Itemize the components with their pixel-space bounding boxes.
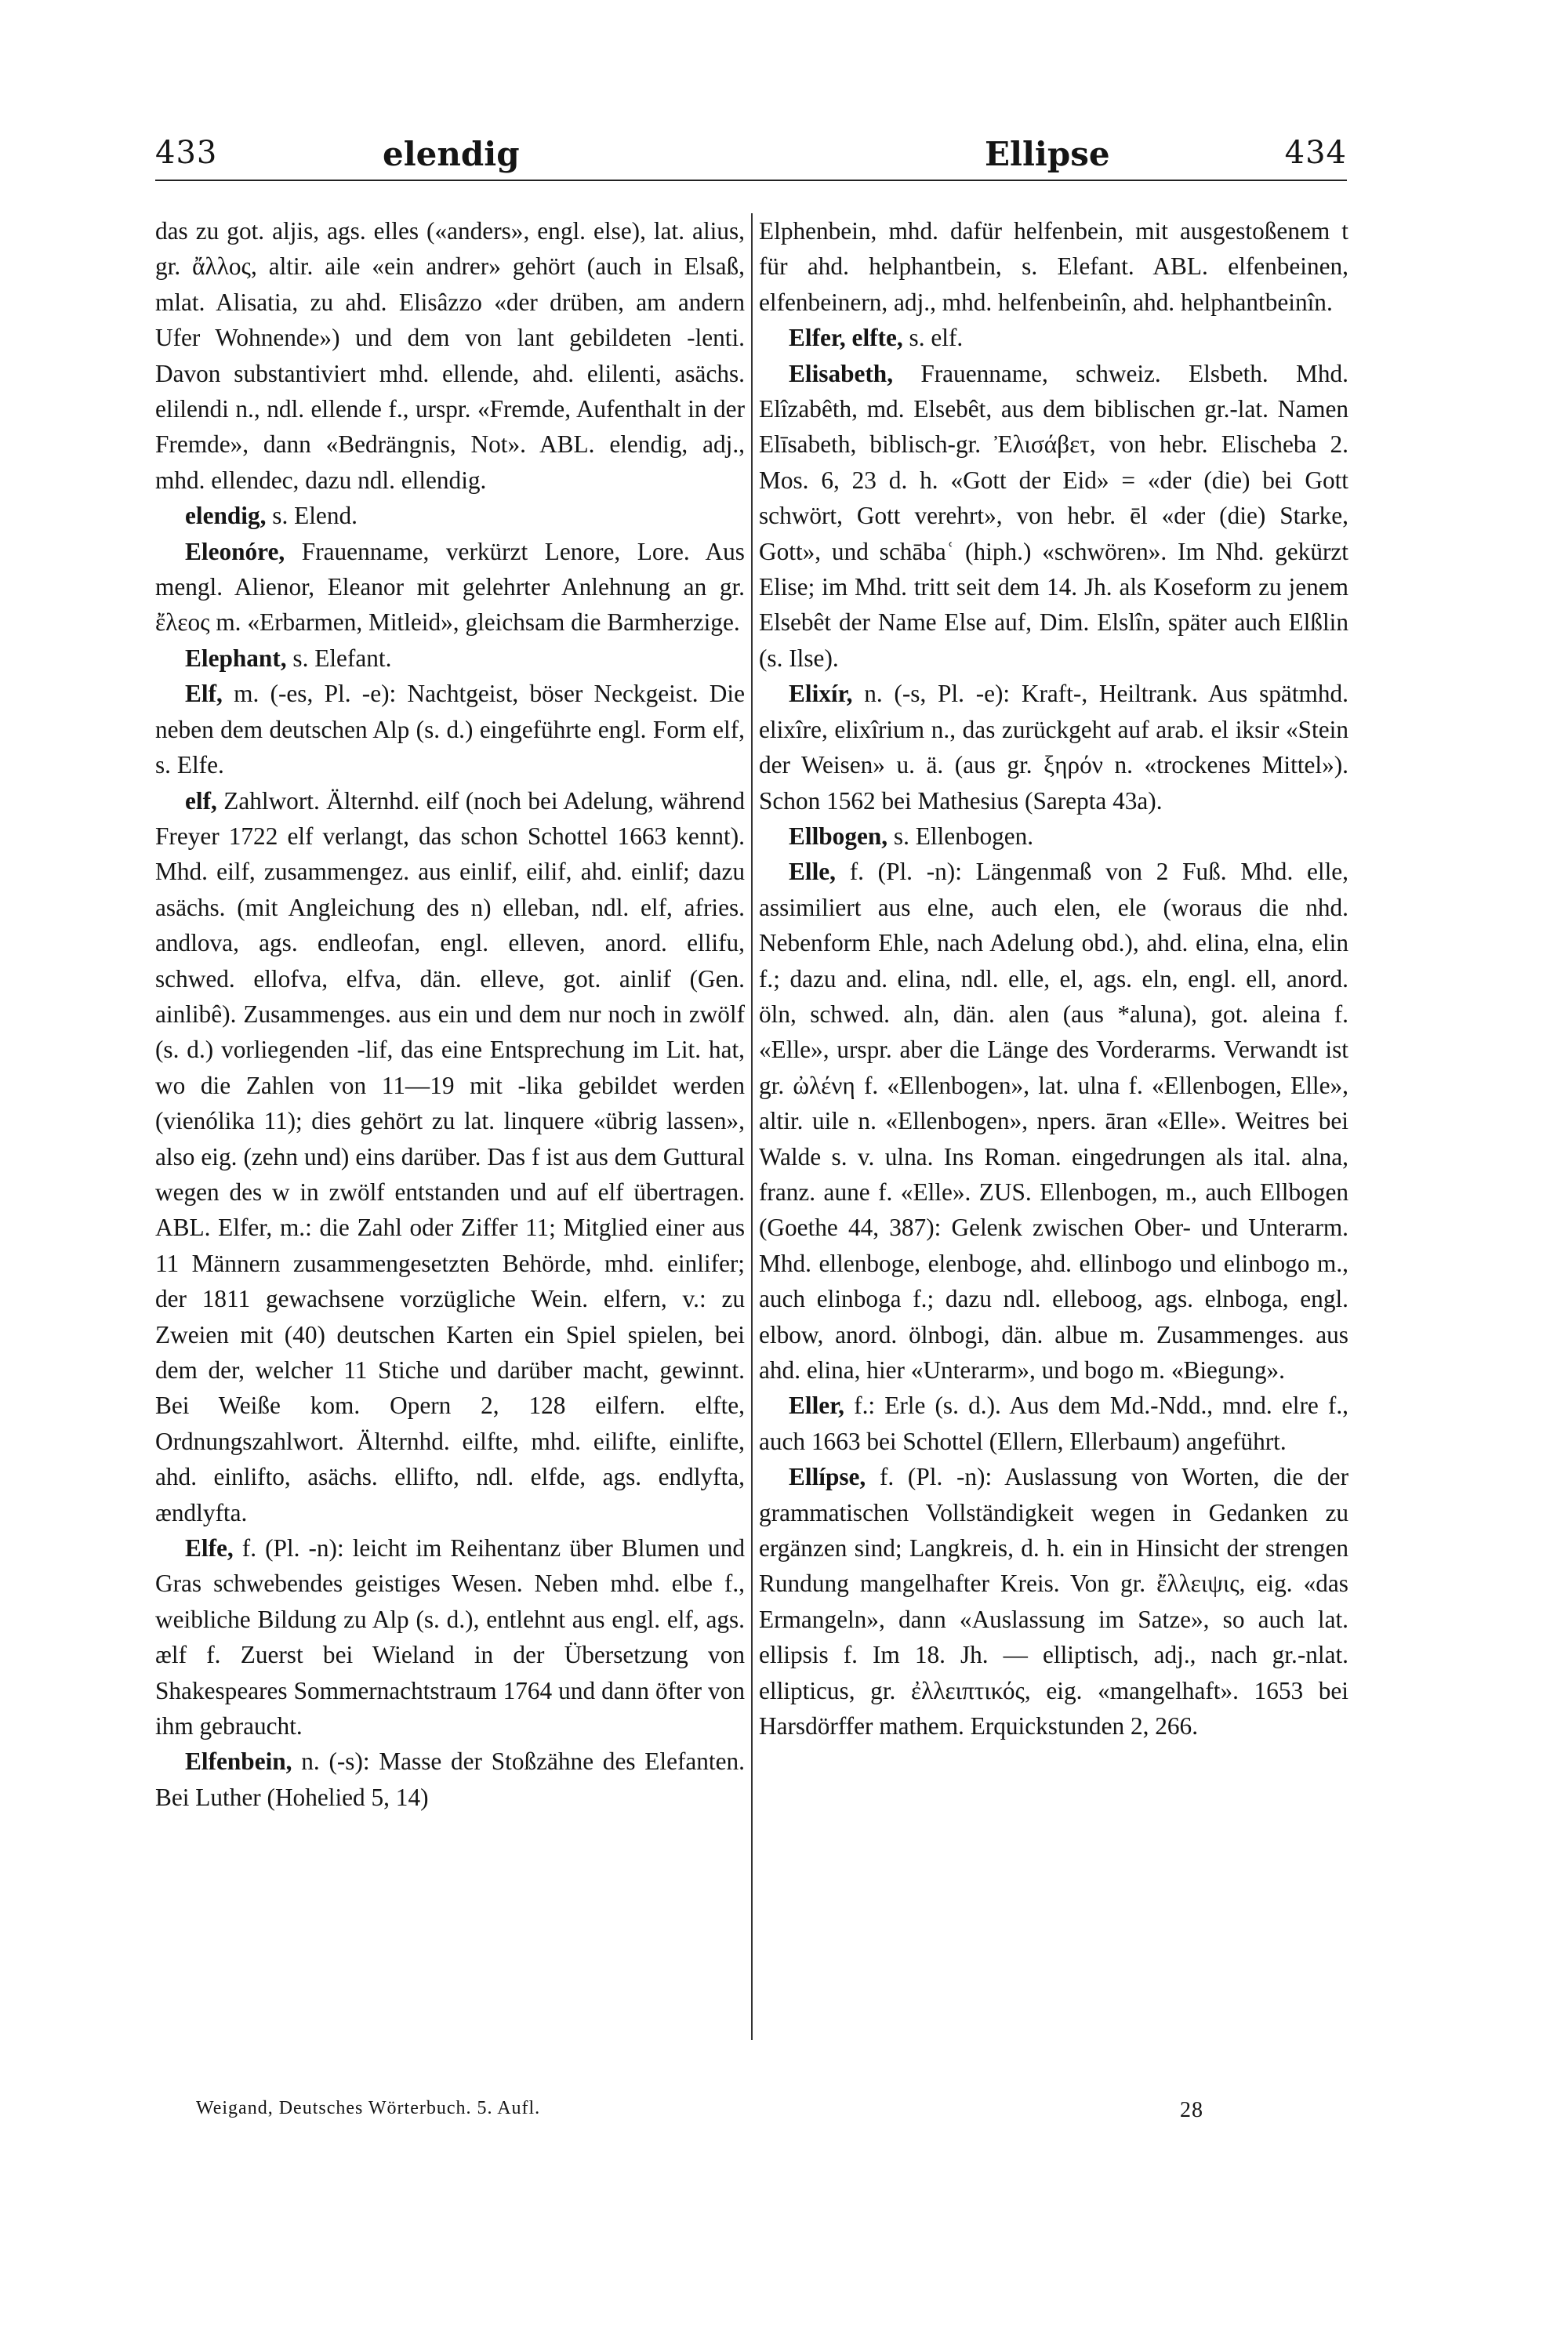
footer-signature-number: 28 (1180, 2098, 1203, 2122)
entry-headword: elendig, (185, 502, 267, 530)
entry-headword: Ellbogen, (789, 822, 888, 850)
entry-elephant (155, 641, 745, 676)
entry-text: s. elf. (902, 324, 964, 352)
entry-text: Frauenname, verkürzt Lenore, Lore. Aus mengl. Alienor, Eleanor mit gelehrter Anlehnung an gr. ἔλεος m. «Erbarmen, Mitleid», gleichsam die Barmherzige. (155, 537, 745, 637)
entry-headword: Elf, (185, 680, 223, 708)
entry-headword: Elisabeth, (789, 359, 894, 387)
entry-continuation (759, 213, 1348, 320)
left-running-headword: elendig (383, 135, 520, 173)
entry-elfenbein (155, 1744, 745, 1815)
left-column (155, 213, 745, 2063)
entry-headword: elf, (185, 786, 217, 815)
entry-headword: Eller, (789, 1392, 844, 1420)
entry-text: f.: Erle (s. d.). Aus dem Md.-Ndd., mnd. elre f., auch 1663 bei Schottel (Ellern, Ellerbaum) angeführt. (759, 1392, 1348, 1455)
entry-text: f. (Pl. -n): Auslassung von Worten, die der grammatischen Vollständigkeit wegen in Gedanken zu ergänzen sind; Langkreis, d. h. ein in Hinsicht der strengen Rundung mangelhafter Kreis. Von gr. ἔλλειψις, eig. «das Ermangeln», dann «Auslassung im Satze», so auch lat. ellipsis f. Im 18. Jh. — elliptisch, adj., nach gr.-nlat. ellipticus, gr. ἐλλειπτικός, eig. «mangelhaft». 1653 bei Harsdörffer mathem. Erquickstunden 2, 266. (759, 1463, 1348, 1740)
entry-text: s. Ellenbogen. (887, 822, 1034, 850)
entry-headword: Elfe, (185, 1534, 234, 1563)
entry-elfe (155, 1530, 745, 1744)
entry-headword: Elfer, elfte, (789, 324, 903, 352)
entry-elf-noun (155, 676, 745, 782)
entry-elixir (759, 676, 1348, 818)
entry-text: das zu got. aljis, ags. elles («anders», engl. else), lat. alius, gr. ἄλλος, altir. aile «ein andrer» gehört (auch in Elsaß, mlat. Alisatia, zu ahd. Elisâzzo «der drüben, am andern Ufer Wohnende») und dem von lant gebildeten -lenti. Davon substantiviert mhd. ellende, ahd. elilenti, asächs. elilendi n., ndl. ellende f., urspr. «Fremde, Aufenthalt in der Fremde», dann «Bedrängnis, Not». ABL. elendig, adj., mhd. ellendec, dazu ndl. ellendig. (155, 217, 745, 494)
entry-headword: Elfenbein, (185, 1748, 292, 1776)
entry-text: s. Elend. (266, 502, 358, 530)
column-divider (751, 213, 753, 2040)
entry-text: Zahlwort. Älternhd. eilf (noch bei Adelung, während Freyer 1722 elf verlangt, das schon Schottel 1663 kennt). Mhd. eilf, zusammengez. aus einlif, eilif, ahd. einlif; dazu asächs. (mit Angleichung des n) elleban, ndl. elf, afries. andlova, ags. endleofan, engl. elleven, anord. ellifu, schwed. ellofva, elfva, dän. elleve, got. ainlif (Gen. ainlibê). Zusammenges. aus ein und dem nur noch in zwölf (s. d.) vorliegenden -lif, das eine Entsprechung im Lit. hat, wo die Zahlen von 11—19 mit -lika gebildet werden (vienólika 11); dies gehört zu lat. linquere «übrig lassen», also eig. (zehn und) eins darüber. Das f ist aus dem Guttural wegen des w in zwölf entstanden und auf elf übertragen. ABL. Elfer, m.: die Zahl oder Ziffer 11; Mitglied einer aus 11 Männern zusammengesetzten Behörde, mhd. einlifer; der 1811 gewachsene vorzügliche Wein. elfern, v.: zu Zweien mit (40) deutschen Karten ein Spiel spielen, bei dem der, welcher 11 Stiche und darüber macht, gewinnt. Bei Weiße kom. Opern 2, 128 eilfern. elfte, Ordnungszahlwort. Älternhd. eilfte, mhd. eilifte, einlifte, ahd. einlifto, asächs. ellifto, ndl. elfde, ags. endlyfta, ændlyfta. (155, 786, 745, 1526)
entry-text: f. (Pl. -n): Längenmaß von 2 Fuß. Mhd. elle, assimiliert aus elne, auch elen, ele (woraus die nhd. Nebenform Ehle, nach Adelung obd.), ahd. elina, elna, elin f.; dazu and. elina, ndl. elle, el, ags. eln, engl. ell, anord. öln, schwed. aln, dän. alen (aus *aluna), got. aleina f. «Elle», urspr. aber die Länge des Vorderarms. Verwandt ist gr. ὠλένη f. «Ellenbogen», lat. ulna f. «Ellenbogen, Elle», altir. uile n. «Ellenbogen», npers. āran «Elle». Weitres bei Walde s. v. ulna. Ins Roman. eingedrungen als ital. alna, franz. aune f. «Elle». ZUS. Ellenbogen, m., auch Ellbogen (Goethe 44, 387): Gelenk zwischen Ober- und Unterarm. Mhd. ellenboge, elenboge, ahd. ellinbogo und elinbogo m., auch elinboga f.; dazu ndl. elleboog, ags. elnboga, engl. elbow, anord. ölnbogi, dän. albue m. Zusammenges. aus ahd. elina, hier «Unterarm», und bogo m. «Biegung». (759, 858, 1348, 1384)
entry-text: f. (Pl. -n): leicht im Reihentanz über Blumen und Gras schwebendes geistiges Wesen. Neben mhd. elbe f., weibliche Bildung zu Alp (s. d.), entlehnt aus engl. elf, ags. ælf f. Zuerst bei Wieland in der Übersetzung von Shakespeares Sommernachtstraum 1764 und dann öfter von ihm gebraucht. (155, 1534, 745, 1740)
entry-continuation (155, 213, 745, 498)
entry-text: s. Elefant. (286, 644, 392, 672)
entry-elisabeth (759, 356, 1348, 677)
entry-elf-numeral (155, 783, 745, 1531)
entry-ellbogen (759, 818, 1348, 854)
page-header (155, 135, 1347, 182)
entry-eller (759, 1388, 1348, 1459)
entry-text: n. (-s): Masse der Stoßzähne des Elefanten. Bei Luther (Hohelied 5, 14) (155, 1748, 745, 1811)
right-running-headword: Ellipse (985, 135, 1110, 173)
entry-elle (759, 854, 1348, 1388)
entry-text: m. (-es, Pl. -e): Nachtgeist, böser Neckgeist. Die neben dem deutschen Alp (s. d.) eingeführte engl. Form elf, s. Elfe. (155, 680, 745, 779)
entry-headword: Elephant, (185, 644, 287, 672)
right-column (759, 213, 1348, 2063)
footer-source: Weigand, Deutsches Wörterbuch. 5. Aufl. (196, 2098, 541, 2118)
right-page-number: 434 (1284, 135, 1347, 171)
entry-headword: Elixír, (789, 680, 853, 708)
left-page-number: 433 (155, 135, 218, 171)
entry-headword: Eleonóre, (185, 537, 285, 565)
entry-elendig (155, 498, 745, 533)
entry-text: n. (-s, Pl. -e): Kraft-, Heiltrank. Aus spätmhd. elixîre, elixîrium n., das zurückgeht auf arab. el iksir «Stein der Weisen» u. ä. (aus gr. ξηρόν n. «trockenes Mittel»). Schon 1562 bei Mathesius (Sarepta 43a). (759, 680, 1348, 815)
entry-headword: Elle, (789, 858, 836, 886)
entry-headword: Ellípse, (789, 1463, 866, 1491)
entry-text: Frauenname, schweiz. Elsbeth. Mhd. Elîzabêth, md. Elsebêt, aus dem biblischen gr.-lat. Namen Elīsabeth, biblisch-gr. Ἐλισάβετ, von hebr. Elischeba 2. Mos. 6, 23 d. h. «Gott der Eid» = «der (die) bei Gott schwört, Gott verehrt», von hebr. ēl «der (die) Starke, Gott», und schābaʿ (hiph.) «schwören». Im Nhd. gekürzt Elise; im Mhd. tritt seit dem 14. Jh. als Koseform zu jenem Elsebêt der Name Else auf, Dim. Elslîn, später auch Elßlin (s. Ilse). (759, 359, 1348, 672)
header-rule (155, 180, 1347, 181)
entry-eleonore (155, 534, 745, 641)
entry-ellipse (759, 1459, 1348, 1744)
entry-elfer (759, 320, 1348, 355)
entry-text: Elphenbein, mhd. dafür helfenbein, mit ausgestoßenem t für ahd. helphantbein, s. Elefant. ABL. elfenbeinen, elfenbeinern, adj., mhd. helfenbeinîn, ahd. helphantbeinîn. (759, 217, 1348, 316)
